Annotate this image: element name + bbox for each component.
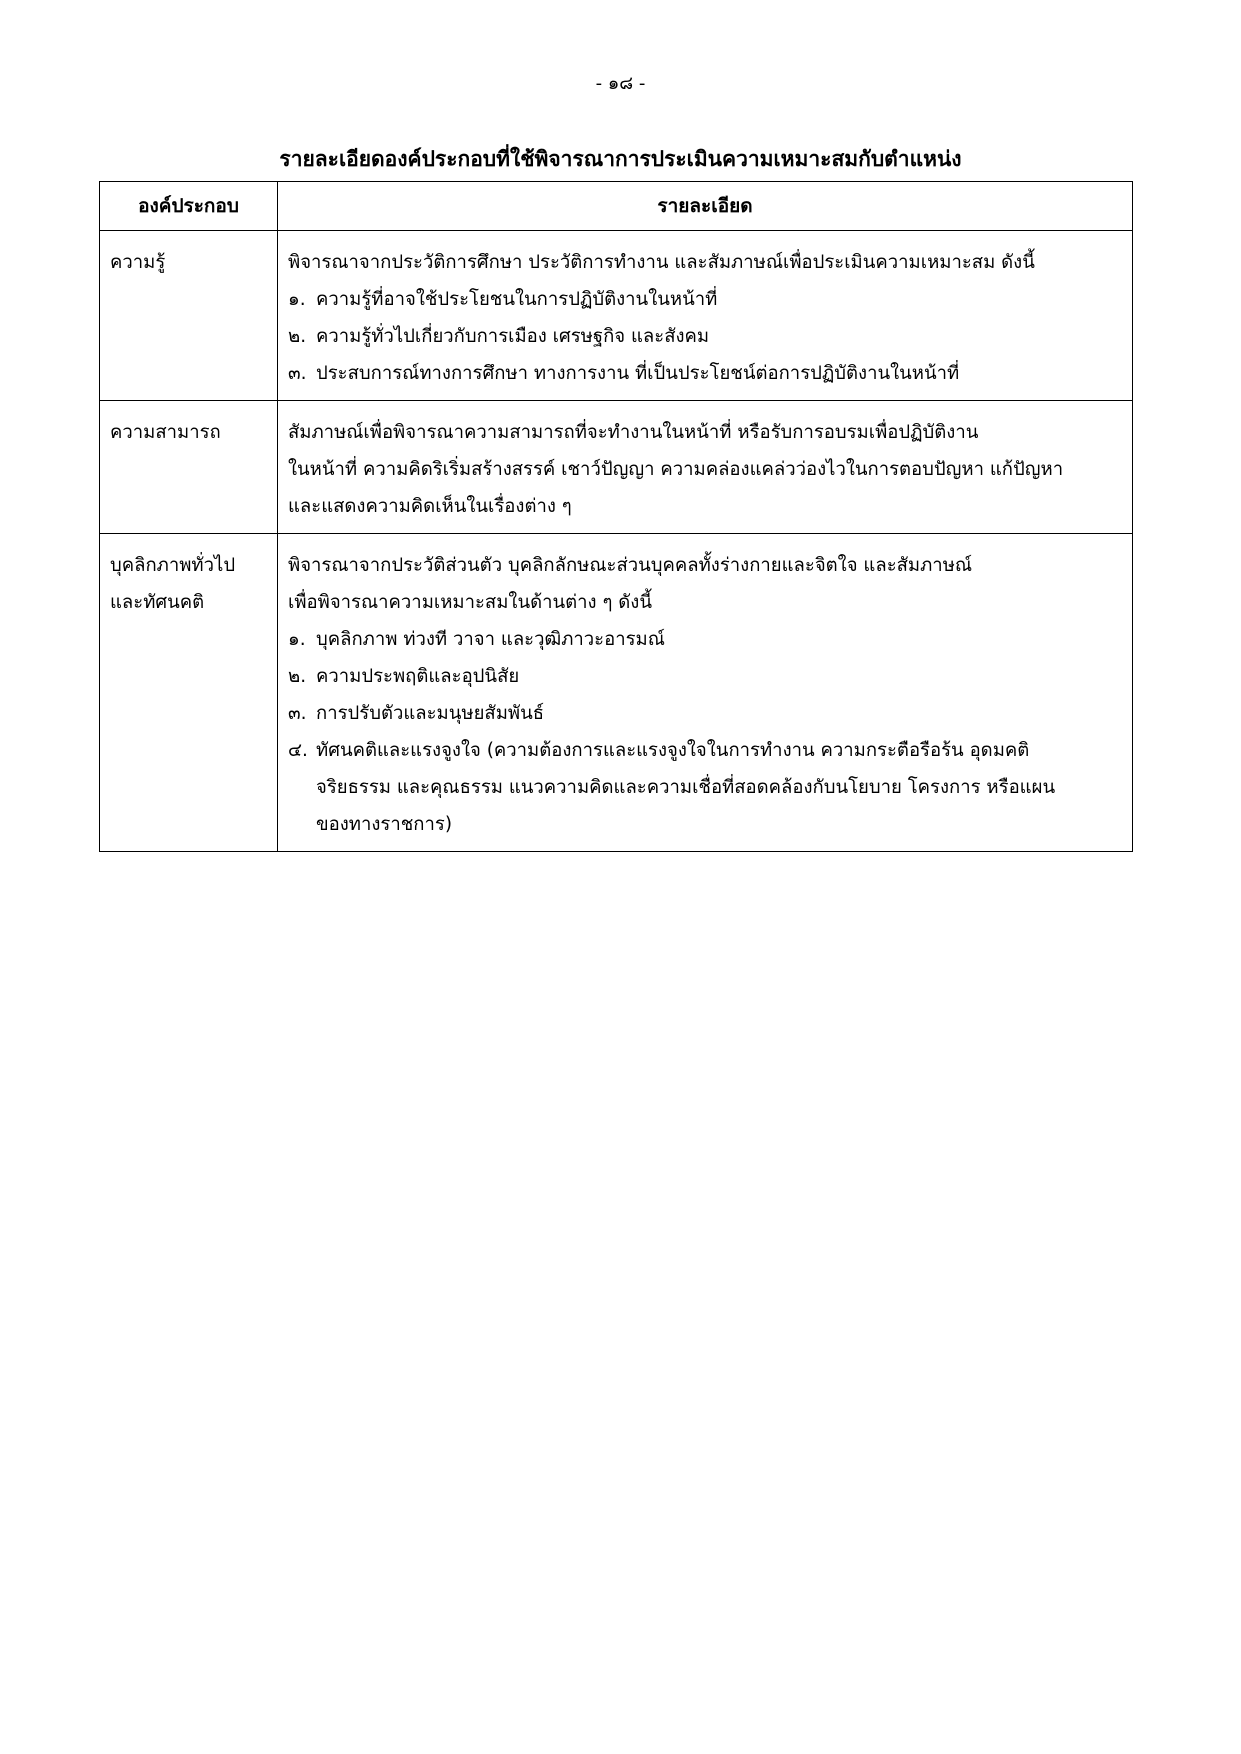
document-title: รายละเอียดองค์ประกอบที่ใช้พิจารณาการประเมินความเหมาะสมกับตำแหน่ง <box>279 147 962 171</box>
list-item <box>288 658 1122 695</box>
table-row <box>100 534 1133 852</box>
details-intro: สัมภาษณ์เพื่อพิจารณาความสามารถที่จะทำงานในหน้าที่ หรือรับการอบรมเพื่อปฏิบัติงาน <box>288 422 979 443</box>
component-label: ความสามารถ <box>110 422 221 443</box>
table-row <box>100 401 1133 534</box>
item-text: การปรับตัวและมนุษยสัมพันธ์ <box>316 703 545 724</box>
header-component: องค์ประกอบ <box>100 182 278 231</box>
item-text: จริยธรรม และคุณธรรม แนวความคิดและความเชื่อที่สอดคล้องกับนโยบาย โครงการ หรือแผน <box>316 777 1056 798</box>
component-cell <box>100 231 278 401</box>
item-text: ความประพฤติและอุปนิสัย <box>316 666 520 687</box>
details-cell <box>278 401 1133 534</box>
component-label: และทัศนคติ <box>110 592 205 613</box>
item-number: ๑. <box>288 629 306 650</box>
item-number: ๒. <box>288 326 307 347</box>
criteria-table <box>99 181 1133 852</box>
item-number: ๑. <box>288 289 306 310</box>
details-intro: และแสดงความคิดเห็นในเรื่องต่าง ๆ <box>288 496 572 517</box>
item-number: ๓. <box>288 703 307 724</box>
table-header-row <box>100 182 1133 231</box>
item-number: ๔. <box>288 740 308 761</box>
item-text: บุคลิกภาพ ท่วงที วาจา และวุฒิภาวะอารมณ์ <box>316 629 665 650</box>
details-intro: ในหน้าที่ ความคิดริเริ่มสร้างสรรค์ เชาว์ปัญญา ความคล่องแคล่วว่องไวในการตอบปัญหา แก้ปัญหา <box>288 459 1064 480</box>
details-cell <box>278 231 1133 401</box>
item-text: ของทางราชการ) <box>316 814 453 835</box>
item-number: ๒. <box>288 666 307 687</box>
details-cell <box>278 534 1133 852</box>
component-cell <box>100 534 278 852</box>
list-item <box>288 355 1122 392</box>
list-item <box>288 318 1122 355</box>
list-item <box>288 695 1122 732</box>
details-intro: พิจารณาจากประวัติส่วนตัว บุคลิกลักษณะส่วนบุคคลทั้งร่างกายและจิตใจ และสัมภาษณ์ <box>288 555 973 576</box>
item-text: ทัศนคติและแรงจูงใจ (ความต้องการและแรงจูงใจในการทำงาน ความกระตือรือร้น อุดมคติ <box>316 740 1030 761</box>
page-number: - ๑๘ - <box>595 73 646 94</box>
list-item <box>288 732 1122 843</box>
item-text: ความรู้ที่อาจใช้ประโยชนในการปฏิบัติงานในหน้าที่ <box>316 289 718 310</box>
component-label: ความรู้ <box>110 252 166 273</box>
list-item <box>288 281 1122 318</box>
list-item <box>288 621 1122 658</box>
details-intro: เพื่อพิจารณาความเหมาะสมในด้านต่าง ๆ ดังนี้ <box>288 592 652 613</box>
component-label: บุคลิกภาพทั่วไป <box>110 555 236 576</box>
item-text: ประสบการณ์ทางการศึกษา ทางการงาน ที่เป็นประโยชน์ต่อการปฏิบัติงานในหน้าที่ <box>316 363 960 384</box>
component-cell <box>100 401 278 534</box>
header-details: รายละเอียด <box>278 182 1133 231</box>
item-text: ความรู้ทั่วไปเกี่ยวกับการเมือง เศรษฐกิจ และสังคม <box>316 326 710 347</box>
table-row <box>100 231 1133 401</box>
item-number: ๓. <box>288 363 307 384</box>
details-intro: พิจารณาจากประวัติการศึกษา ประวัติการทำงาน และสัมภาษณ์เพื่อประเมินความเหมาะสม ดังนี้ <box>288 252 1035 273</box>
